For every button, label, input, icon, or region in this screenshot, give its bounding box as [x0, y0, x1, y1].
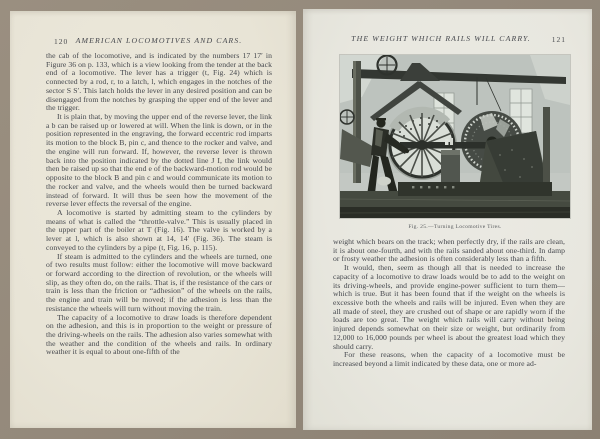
page-number-left: 120 [54, 37, 69, 46]
body-text-right [333, 238, 565, 369]
engraving-turning-locomotive-tires-illustration [340, 55, 570, 218]
running-head-left: AMERICAN LOCOMOTIVES AND CARS. [75, 36, 243, 45]
running-head-right: THE WEIGHT WHICH RAILS WILL CARRY. [351, 34, 531, 43]
page-121 [303, 9, 592, 430]
paragraph: A locomotive is started by admitting steam to the cylinders by means of what is called the “throttle-valve.” This is usually placed in the upper part of the boiler at T (Fig. 16). The valve is worked by a lever at l, which is also shown at 14, 14′ (Fig. 36). The steam is conveyed to the cylinders by a pipe (t, Fig. 16, p. 115). [46, 207, 272, 252]
page-120 [10, 11, 296, 428]
body-text-left [46, 52, 272, 357]
figure-engraving [340, 55, 570, 218]
paragraph: It would, then, seem as though all that is needed to increase the capacity of a locomotive to draw loads would be to add to the weight on its driving-wheels, and provide engine-power sufficient to turn them—which is true. But it has been found that if the weight on the wheels is excessive both the wheels and rails will be injured. Even when they are all made of steel, they are crushed out of shape or are rapidly worn if the loads are too great. The weight which rails will carry without being injured depends somewhat on their size or weight, but ordinarily from 12,000 to 16,000 pounds per wheel is about the greatest load which they should carry. [333, 263, 565, 351]
paragraph: If steam is admitted to the cylinders and the wheels are turned, one of two results must follow: either the locomotive will move backward or forward according to the direction of revolution, or the wheels will slip, as they often do, on the rails. That is, if the resistance of the cars or train is less than the friction or “adhesion” of the wheels on the rails, the engine and train will be moved; if the adhesion is less than the resistance the wheels will turn without moving the train. [46, 251, 272, 313]
paragraph: It is plain that, by moving the upper end of the reverse lever, the link a b can be raised up or lowered at will. When the link is down, or in the position represented in the engraving, the forward eccentric rod imparts its motion to the block B, pin c, and thence to the rocker and valve, and the engine will run forward. If, however, the reverse lever is thrown back into the position indicated by the dotted line J I, the link would then be raised up so that the end e of the backward-motion rod would be opposite to the block B and pin c and would communicate its motion to the rocker and valve, and the wheels would then be turned backward instead of forward. It will thus be seen how the movement of the reverse lever effects the reversal of the engine. [46, 112, 272, 209]
page-number-right: 121 [551, 35, 566, 44]
paragraph: For these reasons, when the capacity of a locomotive must be increased beyond a limit indicated by these data, one or more ad- [333, 350, 565, 369]
figure-caption: Fig. 25.—Turning Locomotive Tires. [408, 224, 502, 230]
paragraph: weight which bears on the track; when perfectly dry, if the rails are clean, it is about one-fourth, and with the rails sanded about one-third. In damp or frosty weather the adhesion is often considerably less than a fifth. [333, 237, 565, 264]
paragraph: The capacity of a locomotive to draw loads is therefore dependent on the adhesion, and this is in proportion to the weight or pressure of the driving-wheels on the rails. The adhesion also varies somewhat with the weather and the condition of the wheels and rails. In ordinary weather it is equal to about one-fifth of the [46, 312, 272, 357]
paragraph: the cab of the locomotive, and is indicated by the numbers 17 17′ in Figure 36 on p. 133, which is a view looking from the tender at the back end of a locomotive. The lever has a trigger (t, Fig. 24) which is connected by a rod, r, to a latch, l, which engages in the notches of the sector S S′. This latch holds the lever in any desired position and can be disengaged from the notches by grasping the upper end of the lever and the trigger. [46, 51, 272, 113]
